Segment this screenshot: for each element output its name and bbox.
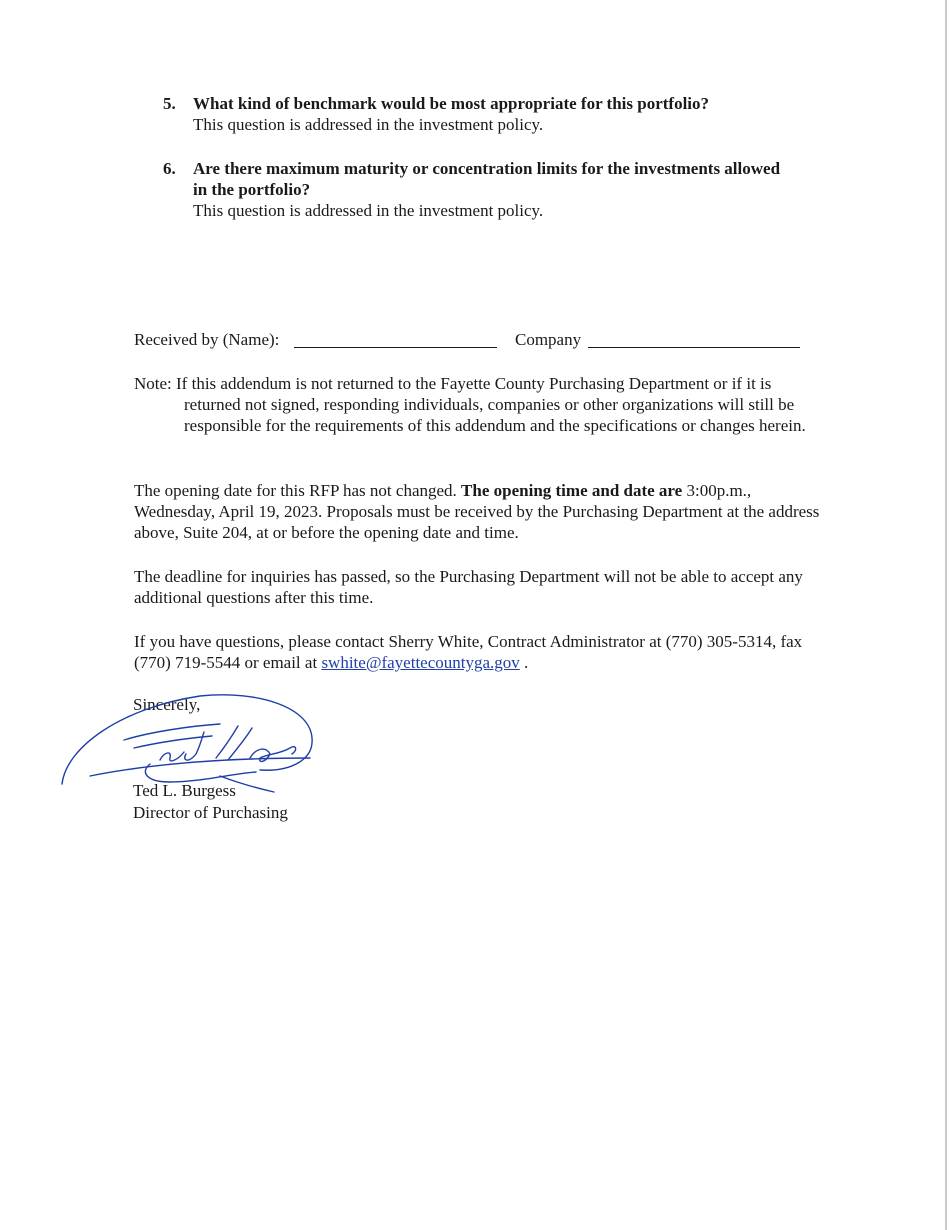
opening-text-2: Proposals must be received by the Purchasing Department at the address above, Suite 204, at or before the opening date and time. <box>134 502 820 542</box>
company-field[interactable] <box>588 347 800 348</box>
opening-text-1: The opening date for this RFP has not changed. <box>134 481 457 500</box>
signer-name: Ted L. Burgess <box>133 781 236 800</box>
question-number: 5. <box>163 94 176 113</box>
contact-text: If you have questions, please contact Sherry White, Contract Administrator at (770) 305-5314, fax (770) 719-5544 or email at <box>134 632 803 672</box>
contact-end: . <box>524 653 529 672</box>
opening-time: 3:00p.m., Wednesday, April 19, 2023. <box>134 481 752 521</box>
opening-paragraph <box>134 480 834 543</box>
answer-text: This question is addressed in the investment policy. <box>193 201 544 220</box>
signer-title: Director of Purchasing <box>133 803 288 822</box>
received-by-label: Received by (Name): <box>134 330 280 349</box>
deadline-paragraph: The deadline for inquiries has passed, so the Purchasing Department will not be able to accept any additional questions after this time. <box>134 567 803 607</box>
note-first-line: Note: If this addendum is not returned to the Fayette County Purchasing Department or if it is <box>134 374 772 393</box>
received-by-name-field[interactable] <box>294 347 497 348</box>
question-6 <box>163 158 783 221</box>
question-text: Are there maximum maturity or concentration limits for the investments allowed in the portfolio? <box>193 159 781 199</box>
note-continuation: returned not signed, responding individuals, companies or other organizations will still be responsible for the requirements of this addendum and the specifications or changes herein. <box>184 395 806 435</box>
answer-text: This question is addressed in the investment policy. <box>193 115 544 134</box>
question-text: What kind of benchmark would be most appropriate for this portfolio? <box>193 94 710 113</box>
received-by-row <box>134 329 834 353</box>
opening-bold-text: The opening time and date are <box>461 481 683 500</box>
email-link[interactable]: swhite@fayettecountyga.gov <box>321 653 520 672</box>
question-5 <box>163 93 803 135</box>
page-edge-line <box>945 0 947 1230</box>
note-paragraph <box>134 373 834 436</box>
company-label: Company <box>515 330 582 349</box>
contact-paragraph <box>134 631 834 673</box>
question-number: 6. <box>163 159 176 178</box>
salutation: Sincerely, <box>133 695 201 714</box>
